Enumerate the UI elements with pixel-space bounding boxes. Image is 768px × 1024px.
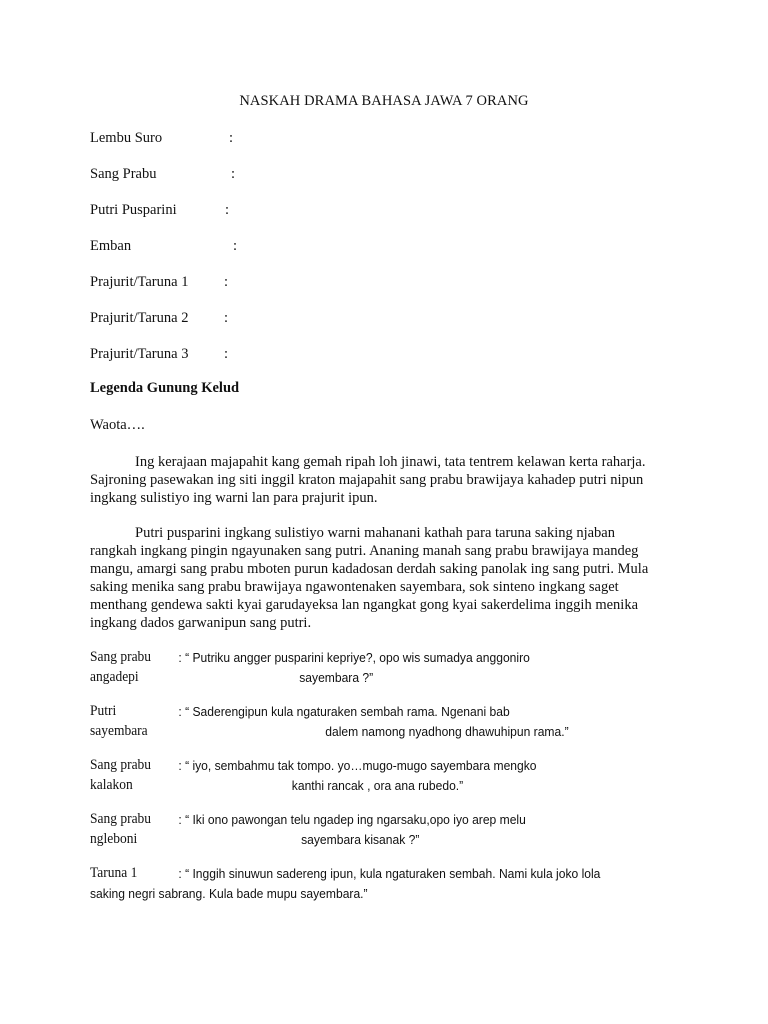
cast-name: Putri Pusparini — [90, 202, 177, 218]
document-title: NASKAH DRAMA BAHASA JAWA 7 ORANG — [239, 93, 529, 109]
narration-paragraph-1 — [90, 453, 670, 507]
cast-colon: : — [233, 238, 238, 254]
opening-line: Waota…. — [90, 417, 145, 433]
dialogue-text: : “ Iki ono pawongan telu ngadep ing ngarsaku,opo iyo arep melu — [178, 812, 526, 827]
cast-name: Prajurit/Taruna 2 — [90, 310, 189, 326]
cast-colon: : — [229, 130, 234, 146]
dialogue-text-continued: sayembara kisanak ?” — [301, 832, 420, 847]
dialogue-text: : “ Saderengipun kula ngaturaken sembah rama. Ngenani bab — [178, 704, 510, 719]
cast-name: Lembu Suro — [90, 130, 163, 146]
dialogue-block — [90, 757, 648, 797]
dialogue-block — [90, 703, 648, 743]
paragraph-line: rangkah ingkang pingin ngayunaken sang putri. Ananing manah sang prabu brawijaya mandeg — [90, 543, 639, 559]
narration-paragraph-2 — [90, 524, 670, 632]
section-heading: Legenda Gunung Kelud — [90, 380, 240, 396]
cast-colon: : — [231, 166, 236, 182]
dialogue-text: : “ Inggih sinuwun sadereng ipun, kula ngaturaken sembah. Nami kula joko lola — [178, 866, 601, 881]
dialogue-speaker-continued: kalakon — [90, 777, 133, 793]
dialogue-speaker-continued: ngleboni — [90, 831, 138, 847]
paragraph-line: ingkang dados garwanipun sang putri. — [90, 615, 312, 631]
dialogue-speaker: Sang prabu — [90, 757, 152, 773]
cast-name: Emban — [90, 238, 132, 254]
paragraph-line: mangu, amargi sang prabu mboten purun kadadosan derdah saking panolak ing sang putri. Mula — [90, 561, 649, 577]
dialogue-text: : “ iyo, sembahmu tak tompo. yo…mugo-mugo sayembara mengko — [178, 758, 537, 773]
dialogue-block — [90, 649, 648, 689]
dialogue-speaker: Taruna 1 — [90, 865, 138, 881]
cast-colon: : — [224, 310, 229, 326]
paragraph-line: saking menika sang prabu brawijaya ngawontenaken sayembara, sok sinteno ingkang saget — [90, 579, 619, 595]
dialogue-speaker: Putri — [90, 703, 117, 719]
paragraph-line: Sajroning pasewakan ing siti inggil kraton majapahit sang prabu brawijaya kahadep putri nipun — [90, 472, 644, 488]
dialogue-text-continued: kanthi rancak , ora ana rubedo.” — [291, 778, 464, 793]
cast-colon: : — [224, 274, 229, 290]
cast-name: Prajurit/Taruna 1 — [90, 274, 189, 290]
dialogue-text-continued: sayembara ?” — [299, 670, 374, 685]
dialogue-text-continued: saking negri sabrang. Kula bade mupu sayembara.” — [90, 886, 368, 901]
cast-colon: : — [225, 202, 230, 218]
dialogue-speaker: Sang prabu — [90, 811, 152, 827]
dialogue-speaker-continued: angadepi — [90, 669, 139, 685]
paragraph-line: menthang gendewa sakti kyai garudayeksa lan ngangkat gong kyai sakerdelima inggih menika — [90, 597, 639, 613]
dialogue-text-continued: dalem namong nyadhong dhawuhipun rama.” — [325, 724, 569, 739]
dialogue-block — [90, 811, 648, 851]
dialogue-text: : “ Putriku angger pusparini kepriye?, opo wis sumadya anggoniro — [178, 650, 530, 665]
cast-colon: : — [224, 346, 229, 362]
cast-name: Prajurit/Taruna 3 — [90, 346, 189, 362]
cast-name: Sang Prabu — [90, 166, 157, 182]
paragraph-line: Ing kerajaan majapahit kang gemah ripah loh jinawi, tata tentrem kelawan kerta raharja. — [135, 454, 646, 470]
dialogue-speaker: Sang prabu — [90, 649, 152, 665]
paragraph-line: ingkang sulistiyo ing warni lan para prajurit ipun. — [90, 490, 378, 506]
paragraph-line: Putri pusparini ingkang sulistiyo warni mahanani kathah para taruna saking njaban — [135, 525, 615, 541]
dialogue-block — [90, 865, 648, 905]
dialogue-speaker-continued: sayembara — [90, 723, 148, 739]
